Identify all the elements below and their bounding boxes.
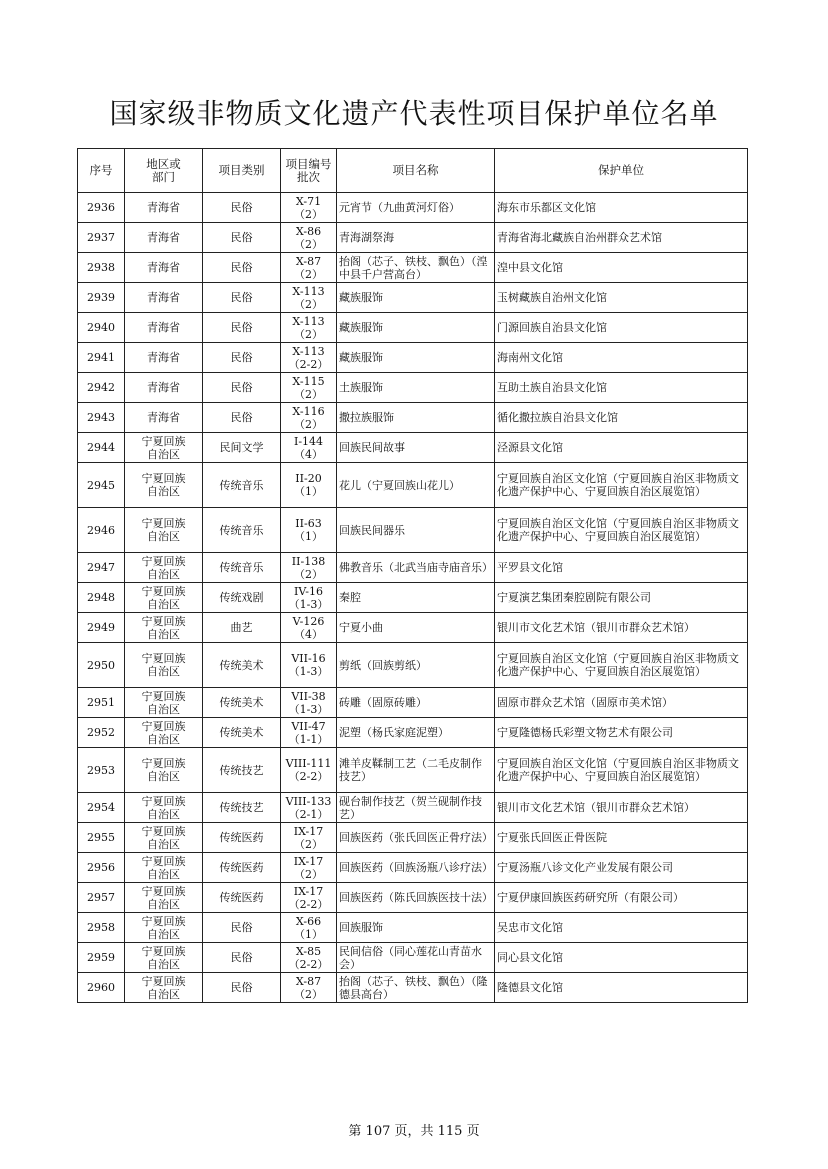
cell-category: 民俗 — [203, 373, 281, 403]
cell-protection-unit: 宁夏张氏回医正骨医院 — [495, 823, 748, 853]
cell-protection-unit: 吴忠市文化馆 — [495, 913, 748, 943]
header-region-label: 地区或部门 — [146, 156, 181, 184]
table-row — [78, 313, 748, 343]
cell-project-code: X-113 （2） — [281, 313, 337, 343]
cell-category: 曲艺 — [203, 613, 281, 643]
cell-serial-number: 2959 — [78, 943, 125, 973]
cell-category: 传统音乐 — [203, 553, 281, 583]
cell-project-name: 撒拉族服饰 — [337, 403, 495, 433]
cell-region: 青海省 — [125, 343, 203, 373]
cell-serial-number: 2954 — [78, 793, 125, 823]
cell-project-code: VII-16 （1-3） — [281, 643, 337, 688]
table-row — [78, 853, 748, 883]
cell-serial-number: 2953 — [78, 748, 125, 793]
cell-region: 宁夏回族 自治区 — [125, 718, 203, 748]
cell-region: 青海省 — [125, 253, 203, 283]
cell-project-name: 回族服饰 — [337, 913, 495, 943]
cell-project-name: 回族民间故事 — [337, 433, 495, 463]
cell-category: 民俗 — [203, 223, 281, 253]
table-row — [78, 373, 748, 403]
cell-category: 民俗 — [203, 313, 281, 343]
cell-serial-number: 2945 — [78, 463, 125, 508]
cell-project-code: VIII-111 （2-2） — [281, 748, 337, 793]
cell-project-code: IX-17 （2） — [281, 823, 337, 853]
cell-project-name: 宁夏小曲 — [337, 613, 495, 643]
table-row — [78, 283, 748, 313]
cell-project-name: 佛教音乐（北武当庙寺庙音乐） — [337, 553, 495, 583]
cell-region: 宁夏回族 自治区 — [125, 943, 203, 973]
table-row — [78, 913, 748, 943]
cell-region: 宁夏回族 自治区 — [125, 913, 203, 943]
cell-project-code: X-113 （2） — [281, 283, 337, 313]
cell-serial-number: 2937 — [78, 223, 125, 253]
header-region — [125, 149, 203, 193]
cell-protection-unit: 隆德县文化馆 — [495, 973, 748, 1003]
cell-region: 青海省 — [125, 373, 203, 403]
cell-serial-number: 2949 — [78, 613, 125, 643]
cell-serial-number: 2950 — [78, 643, 125, 688]
cell-project-code: X-71 （2） — [281, 193, 337, 223]
cell-region: 宁夏回族 自治区 — [125, 463, 203, 508]
cell-project-name: 藏族服饰 — [337, 283, 495, 313]
cell-serial-number: 2941 — [78, 343, 125, 373]
cell-project-name: 土族服饰 — [337, 373, 495, 403]
cell-serial-number: 2955 — [78, 823, 125, 853]
cell-category: 民俗 — [203, 343, 281, 373]
cell-project-code: IX-17 （2） — [281, 853, 337, 883]
cell-project-name: 秦腔 — [337, 583, 495, 613]
cell-serial-number: 2946 — [78, 508, 125, 553]
cell-region: 宁夏回族 自治区 — [125, 553, 203, 583]
table-row — [78, 718, 748, 748]
table-row — [78, 223, 748, 253]
cell-protection-unit: 宁夏回族自治区文化馆（宁夏回族自治区非物质文化遗产保护中心、宁夏回族自治区展览馆） — [495, 643, 748, 688]
cell-protection-unit: 门源回族自治县文化馆 — [495, 313, 748, 343]
cell-project-name: 剪纸（回族剪纸） — [337, 643, 495, 688]
table-row — [78, 883, 748, 913]
cell-protection-unit: 宁夏汤瓶八诊文化产业发展有限公司 — [495, 853, 748, 883]
cell-protection-unit: 宁夏回族自治区文化馆（宁夏回族自治区非物质文化遗产保护中心、宁夏回族自治区展览馆） — [495, 463, 748, 508]
cell-protection-unit: 互助土族自治县文化馆 — [495, 373, 748, 403]
cell-region: 宁夏回族 自治区 — [125, 508, 203, 553]
table-row — [78, 553, 748, 583]
cell-region: 青海省 — [125, 193, 203, 223]
cell-project-name: 花儿（宁夏回族山花儿） — [337, 463, 495, 508]
header-project-code — [281, 149, 337, 193]
header-protection-unit: 保护单位 — [495, 149, 748, 193]
header-project-code-label: 项目编号批次 — [285, 156, 332, 184]
cell-region: 青海省 — [125, 313, 203, 343]
cell-project-name: 藏族服饰 — [337, 343, 495, 373]
header-project-name: 项目名称 — [337, 149, 495, 193]
table-header-row — [78, 149, 748, 193]
cell-region: 宁夏回族 自治区 — [125, 823, 203, 853]
cell-category: 传统美术 — [203, 688, 281, 718]
cell-project-name: 回族医药（回族汤瓶八诊疗法） — [337, 853, 495, 883]
cell-category: 传统医药 — [203, 823, 281, 853]
cell-region: 宁夏回族 自治区 — [125, 613, 203, 643]
cell-category: 传统美术 — [203, 643, 281, 688]
cell-serial-number: 2944 — [78, 433, 125, 463]
cell-protection-unit: 同心县文化馆 — [495, 943, 748, 973]
cell-category: 民间文学 — [203, 433, 281, 463]
cell-serial-number: 2956 — [78, 853, 125, 883]
table-row — [78, 343, 748, 373]
cell-project-code: I-144 （4） — [281, 433, 337, 463]
cell-protection-unit: 宁夏回族自治区文化馆（宁夏回族自治区非物质文化遗产保护中心、宁夏回族自治区展览馆） — [495, 508, 748, 553]
cell-serial-number: 2939 — [78, 283, 125, 313]
cell-serial-number: 2943 — [78, 403, 125, 433]
cell-serial-number: 2947 — [78, 553, 125, 583]
cell-project-name: 泥塑（杨氏家庭泥塑） — [337, 718, 495, 748]
cell-project-name: 抬阁（芯子、铁枝、飘色）（隆德县高台） — [337, 973, 495, 1003]
cell-category: 民俗 — [203, 193, 281, 223]
cell-protection-unit: 青海省海北藏族自治州群众艺术馆 — [495, 223, 748, 253]
cell-protection-unit: 海东市乐都区文化馆 — [495, 193, 748, 223]
cell-serial-number: 2957 — [78, 883, 125, 913]
cell-project-code: IV-16 （1-3） — [281, 583, 337, 613]
cell-protection-unit: 平罗县文化馆 — [495, 553, 748, 583]
table-row — [78, 193, 748, 223]
cell-project-code: X-86 （2） — [281, 223, 337, 253]
cell-project-code: V-126 （4） — [281, 613, 337, 643]
cell-region: 宁夏回族 自治区 — [125, 688, 203, 718]
cell-serial-number: 2958 — [78, 913, 125, 943]
cell-project-code: X-66 （1） — [281, 913, 337, 943]
page-title: 国家级非物质文化遗产代表性项目保护单位名单 — [109, 97, 719, 130]
cell-serial-number: 2951 — [78, 688, 125, 718]
cell-project-code: VII-47 （1-1） — [281, 718, 337, 748]
cell-project-code: II-63 （1） — [281, 508, 337, 553]
cell-protection-unit: 银川市文化艺术馆（银川市群众艺术馆） — [495, 793, 748, 823]
cell-category: 民俗 — [203, 943, 281, 973]
cell-project-code: II-20 （1） — [281, 463, 337, 508]
table-row — [78, 793, 748, 823]
cell-serial-number: 2948 — [78, 583, 125, 613]
page-footer: 第 107 页，共 115 页 — [348, 1124, 480, 1139]
cell-protection-unit: 宁夏回族自治区文化馆（宁夏回族自治区非物质文化遗产保护中心、宁夏回族自治区展览馆） — [495, 748, 748, 793]
cell-project-name: 元宵节（九曲黄河灯俗） — [337, 193, 495, 223]
table-row — [78, 973, 748, 1003]
table-row — [78, 943, 748, 973]
cell-category: 传统戏剧 — [203, 583, 281, 613]
table-row — [78, 823, 748, 853]
cell-project-name: 回族医药（陈氏回族医技十法） — [337, 883, 495, 913]
table-row — [78, 463, 748, 508]
cell-project-name: 砚台制作技艺（贺兰砚制作技艺） — [337, 793, 495, 823]
cell-serial-number: 2938 — [78, 253, 125, 283]
cell-category: 传统医药 — [203, 853, 281, 883]
cell-category: 传统音乐 — [203, 508, 281, 553]
cell-region: 宁夏回族 自治区 — [125, 883, 203, 913]
table-row — [78, 508, 748, 553]
cell-protection-unit: 固原市群众艺术馆（固原市美术馆） — [495, 688, 748, 718]
cell-serial-number: 2952 — [78, 718, 125, 748]
heritage-unit-table — [77, 148, 748, 1003]
cell-project-name: 滩羊皮鞣制工艺（二毛皮制作技艺） — [337, 748, 495, 793]
cell-project-code: IX-17 （2-2） — [281, 883, 337, 913]
cell-project-code: X-87 （2） — [281, 253, 337, 283]
cell-protection-unit: 泾源县文化馆 — [495, 433, 748, 463]
cell-category: 民俗 — [203, 973, 281, 1003]
cell-category: 传统技艺 — [203, 748, 281, 793]
cell-serial-number: 2960 — [78, 973, 125, 1003]
cell-region: 青海省 — [125, 403, 203, 433]
cell-project-name: 回族医药（张氏回医正骨疗法） — [337, 823, 495, 853]
cell-serial-number: 2940 — [78, 313, 125, 343]
cell-project-code: X-116 （2） — [281, 403, 337, 433]
cell-project-code: X-87 （2） — [281, 973, 337, 1003]
cell-region: 青海省 — [125, 283, 203, 313]
table-row — [78, 688, 748, 718]
cell-project-code: II-138 （2） — [281, 553, 337, 583]
cell-region: 宁夏回族 自治区 — [125, 973, 203, 1003]
cell-project-name: 藏族服饰 — [337, 313, 495, 343]
table-row — [78, 748, 748, 793]
cell-project-name: 民间信俗（同心莲花山青苗水会） — [337, 943, 495, 973]
cell-protection-unit: 宁夏伊康回族医药研究所（有限公司） — [495, 883, 748, 913]
cell-protection-unit: 玉树藏族自治州文化馆 — [495, 283, 748, 313]
table-row — [78, 643, 748, 688]
cell-protection-unit: 海南州文化馆 — [495, 343, 748, 373]
cell-project-code: VII-38 （1-3） — [281, 688, 337, 718]
table-row — [78, 433, 748, 463]
cell-category: 民俗 — [203, 403, 281, 433]
cell-project-name: 青海湖祭海 — [337, 223, 495, 253]
cell-project-code: X-115 （2） — [281, 373, 337, 403]
cell-region: 宁夏回族 自治区 — [125, 583, 203, 613]
header-category: 项目类别 — [203, 149, 281, 193]
cell-project-code: VIII-133 （2-1） — [281, 793, 337, 823]
cell-region: 宁夏回族 自治区 — [125, 793, 203, 823]
header-serial-number: 序号 — [78, 149, 125, 193]
cell-protection-unit: 宁夏演艺集团秦腔剧院有限公司 — [495, 583, 748, 613]
table-row — [78, 253, 748, 283]
cell-serial-number: 2936 — [78, 193, 125, 223]
cell-category: 民俗 — [203, 913, 281, 943]
cell-category: 传统美术 — [203, 718, 281, 748]
cell-serial-number: 2942 — [78, 373, 125, 403]
cell-region: 青海省 — [125, 223, 203, 253]
cell-category: 民俗 — [203, 253, 281, 283]
cell-category: 传统技艺 — [203, 793, 281, 823]
cell-project-code: X-85 （2-2） — [281, 943, 337, 973]
table-row — [78, 583, 748, 613]
cell-region: 宁夏回族 自治区 — [125, 748, 203, 793]
cell-project-name: 抬阁（芯子、铁枝、飘色）（湟中县千户营高台） — [337, 253, 495, 283]
cell-project-name: 砖雕（固原砖雕） — [337, 688, 495, 718]
cell-category: 传统医药 — [203, 883, 281, 913]
cell-protection-unit: 银川市文化艺术馆（银川市群众艺术馆） — [495, 613, 748, 643]
cell-project-code: X-113 （2-2） — [281, 343, 337, 373]
cell-region: 宁夏回族 自治区 — [125, 433, 203, 463]
cell-region: 宁夏回族 自治区 — [125, 853, 203, 883]
table-row — [78, 403, 748, 433]
cell-category: 传统音乐 — [203, 463, 281, 508]
cell-project-name: 回族民间器乐 — [337, 508, 495, 553]
cell-category: 民俗 — [203, 283, 281, 313]
table-row — [78, 613, 748, 643]
cell-protection-unit: 循化撒拉族自治县文化馆 — [495, 403, 748, 433]
cell-protection-unit: 湟中县文化馆 — [495, 253, 748, 283]
cell-region: 宁夏回族 自治区 — [125, 643, 203, 688]
cell-protection-unit: 宁夏隆德杨氏彩塑文物艺术有限公司 — [495, 718, 748, 748]
